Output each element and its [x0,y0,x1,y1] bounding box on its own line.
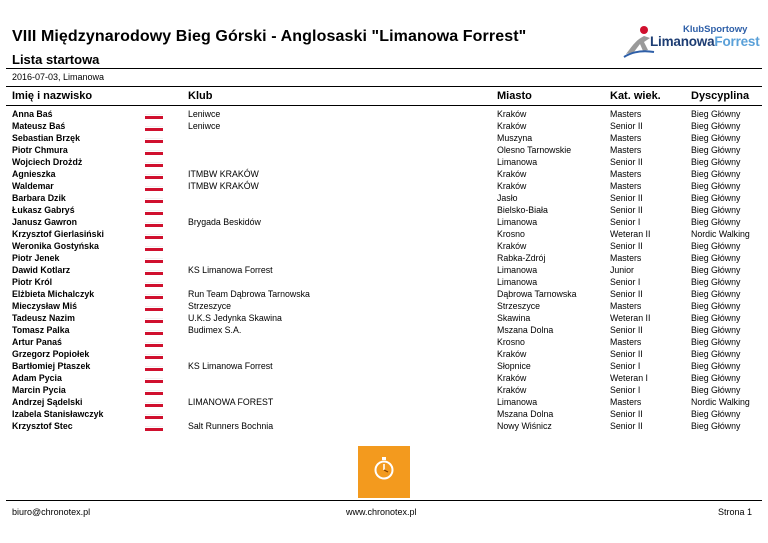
participant-city: Nowy Wiśnicz [497,421,552,431]
table-row [0,252,768,264]
participant-discipline: Bieg Główny [691,301,741,311]
participant-discipline: Bieg Główny [691,325,741,335]
participant-category: Weteran II [610,229,651,239]
participant-discipline: Bieg Główny [691,421,741,431]
footer-email: biuro@chronotex.pl [12,507,91,517]
header-divider [6,68,762,69]
participant-category: Senior II [610,205,643,215]
participant-category: Senior II [610,421,643,431]
table-row [0,228,768,240]
table-row [0,372,768,384]
participant-city: Jasło [497,193,518,203]
poland-flag-icon [145,198,163,203]
participant-discipline: Bieg Główny [691,373,741,383]
participant-name: Elżbieta Michalczyk [12,289,95,299]
poland-flag-icon [145,318,163,323]
participant-city: Limanowa [497,217,538,227]
participant-discipline: Nordic Walking [691,229,750,239]
participant-city: Olesno Tarnowskie [497,145,572,155]
table-row [0,144,768,156]
participant-name: Mateusz Baś [12,121,66,131]
participant-category: Senior II [610,409,643,419]
participant-category: Masters [610,169,642,179]
participant-name: Tomasz Palka [12,325,70,335]
poland-flag-icon [145,246,163,251]
participant-name: Barbara Dzik [12,193,66,203]
participant-discipline: Bieg Główny [691,109,741,119]
participant-club: U.K.S Jedynka Skawina [188,313,282,323]
participant-city: Bielsko-Biała [497,205,548,215]
participant-category: Masters [610,337,642,347]
participant-name: Agnieszka [12,169,56,179]
participant-discipline: Bieg Główny [691,169,741,179]
poland-flag-icon [145,342,163,347]
participant-discipline: Bieg Główny [691,217,741,227]
chronotex-logo [358,446,410,498]
participant-name: Tadeusz Nazim [12,313,75,323]
participant-city: Limanowa [497,265,538,275]
participant-category: Senior I [610,361,641,371]
participant-category: Senior I [610,277,641,287]
column-header-category: Kat. wiek. [610,90,661,102]
participant-city: Strzeszyce [497,301,541,311]
poland-flag-icon [145,186,163,191]
table-row [0,168,768,180]
participant-club: Salt Runners Bochnia [188,421,274,431]
table-row [0,240,768,252]
participant-category: Senior I [610,217,641,227]
poland-flag-icon [145,222,163,227]
column-header-club: Klub [188,90,213,102]
table-row [0,156,768,168]
participant-name: Grzegorz Popiołek [12,349,90,359]
participant-club: Strzeszyce [188,301,232,311]
table-row [0,384,768,396]
participant-category: Junior [610,265,634,275]
participant-name: Weronika Gostyńska [12,241,99,251]
participant-club: Leniwce [188,121,221,131]
participant-discipline: Bieg Główny [691,205,741,215]
participant-name: Janusz Gawron [12,217,78,227]
participant-discipline: Bieg Główny [691,349,741,359]
participant-category: Senior II [610,241,643,251]
participant-name: Łukasz Gabryś [12,205,75,215]
participant-discipline: Bieg Główny [691,409,741,419]
page-subtitle: Lista startowa [12,52,100,67]
participant-city: Kraków [497,169,527,179]
poland-flag-icon [145,282,163,287]
participant-city: Mszana Dolna [497,325,554,335]
start-list-table [0,108,768,432]
table-row [0,360,768,372]
participant-category: Senior II [610,325,643,335]
table-row [0,132,768,144]
participant-city: Limanowa [497,157,538,167]
date-place: 2016-07-03, Limanowa [12,72,105,82]
stopwatch-icon [372,456,396,480]
column-header-city: Miasto [497,90,532,102]
table-row [0,204,768,216]
poland-flag-icon [145,210,163,215]
participant-discipline: Bieg Główny [691,289,741,299]
participant-category: Masters [610,301,642,311]
table-row [0,288,768,300]
poland-flag-icon [145,426,163,431]
participant-city: Krosno [497,337,525,347]
poland-flag-icon [145,402,163,407]
poland-flag-icon [145,126,163,131]
participant-city: Kraków [497,121,527,131]
participant-name: Piotr Chmura [12,145,68,155]
footer-page-number: Strona 1 [718,507,753,517]
table-row [0,420,768,432]
participant-name: Izabela Stanisławczyk [12,409,104,419]
table-row [0,348,768,360]
table-row [0,180,768,192]
participant-category: Weteran II [610,313,651,323]
participant-discipline: Bieg Główny [691,313,741,323]
participant-discipline: Bieg Główny [691,253,741,263]
footer-divider [6,500,762,501]
participant-discipline: Bieg Główny [691,133,741,143]
participant-category: Masters [610,181,642,191]
table-row [0,408,768,420]
participant-name: Mieczysław Miś [12,301,78,311]
participant-city: Dąbrowa Tarnowska [497,289,577,299]
participant-discipline: Bieg Główny [691,385,741,395]
participant-club: LIMANOWA FOREST [188,397,274,407]
participant-city: Limanowa [497,397,538,407]
participant-discipline: Bieg Główny [691,145,741,155]
participant-name: Krzysztof Gierlasiński [12,229,104,239]
poland-flag-icon [145,234,163,239]
poland-flag-icon [145,378,163,383]
participant-category: Masters [610,109,642,119]
participant-category: Masters [610,133,642,143]
table-row [0,312,768,324]
poland-flag-icon [145,138,163,143]
participant-category: Masters [610,145,642,155]
participant-category: Senior II [610,157,643,167]
participant-name: Wojciech Drożdż [12,157,83,167]
participant-name: Artur Panaś [12,337,62,347]
participant-discipline: Bieg Główny [691,241,741,251]
table-row [0,300,768,312]
table-row [0,192,768,204]
participant-discipline: Bieg Główny [691,361,741,371]
date-divider [6,86,762,87]
poland-flag-icon [145,294,163,299]
participant-discipline: Bieg Główny [691,193,741,203]
poland-flag-icon [145,414,163,419]
participant-name: Piotr Król [12,277,53,287]
participant-city: Kraków [497,349,527,359]
participant-club: KS Limanowa Forrest [188,265,273,275]
participant-city: Krosno [497,229,525,239]
participant-club: ITMBW KRAKÓW [188,169,259,179]
participant-name: Piotr Jenek [12,253,60,263]
column-header-discipline: Dyscyplina [691,90,750,102]
participant-name: Sebastian Brzęk [12,133,80,143]
participant-category: Senior II [610,193,643,203]
participant-name: Waldemar [12,181,54,191]
participant-category: Masters [610,253,642,263]
poland-flag-icon [145,366,163,371]
participant-name: Dawid Kotlarz [12,265,71,275]
participant-city: Kraków [497,241,527,251]
participant-discipline: Nordic Walking [691,397,750,407]
logo-line2 [650,34,760,49]
participant-name: Andrzej Sądelski [12,397,83,407]
poland-flag-icon [145,258,163,263]
participant-name: Adam Pycia [12,373,62,383]
footer-website: www.chronotex.pl [346,507,417,517]
poland-flag-icon [145,174,163,179]
participant-discipline: Bieg Główny [691,337,741,347]
logo-line1: KlubSportowy [683,24,748,35]
participant-city: Słopnice [497,361,531,371]
participant-category: Senior II [610,121,643,131]
participant-category: Senior II [610,289,643,299]
participant-club: Budimex S.A. [188,325,242,335]
participant-discipline: Bieg Główny [691,277,741,287]
participant-discipline: Bieg Główny [691,265,741,275]
participant-city: Kraków [497,373,527,383]
poland-flag-icon [145,306,163,311]
participant-city: Kraków [497,385,527,395]
participant-city: Limanowa [497,277,538,287]
participant-name: Marcin Pycia [12,385,66,395]
participant-category: Senior I [610,385,641,395]
club-logo [622,24,762,64]
page-title: VIII Międzynarodowy Bieg Górski - Anglosaski "Limanowa Forrest" [12,28,527,45]
participant-city: Muszyna [497,133,533,143]
participant-city: Rabka-Zdrój [497,253,546,263]
logo-line2-main: Limanowa [650,34,715,49]
poland-flag-icon [145,150,163,155]
participant-category: Masters [610,397,642,407]
table-row [0,264,768,276]
participant-name: Anna Baś [12,109,53,119]
participant-city: Mszana Dolna [497,409,554,419]
participant-name: Bartłomiej Ptaszek [12,361,91,371]
table-row [0,120,768,132]
participant-discipline: Bieg Główny [691,181,741,191]
participant-category: Weteran I [610,373,648,383]
poland-flag-icon [145,162,163,167]
poland-flag-icon [145,270,163,275]
poland-flag-icon [145,354,163,359]
participant-club: Run Team Dąbrowa Tarnowska [188,289,310,299]
participant-club: KS Limanowa Forrest [188,361,273,371]
participant-club: Leniwce [188,109,221,119]
participant-club: Brygada Beskidów [188,217,261,227]
table-row [0,396,768,408]
table-row [0,216,768,228]
table-header-divider [6,105,762,106]
participant-city: Kraków [497,109,527,119]
participant-name: Krzysztof Stec [12,421,73,431]
logo-line2-accent: Forrest [714,34,760,49]
participant-discipline: Bieg Główny [691,157,741,167]
table-row [0,336,768,348]
poland-flag-icon [145,114,163,119]
poland-flag-icon [145,330,163,335]
table-row [0,276,768,288]
participant-discipline: Bieg Główny [691,121,741,131]
participant-city: Kraków [497,181,527,191]
table-row [0,108,768,120]
participant-category: Senior II [610,349,643,359]
column-header-name: Imię i nazwisko [12,90,93,102]
participant-club: ITMBW KRAKÓW [188,181,259,191]
participant-city: Skawina [497,313,531,323]
poland-flag-icon [145,390,163,395]
table-row [0,324,768,336]
